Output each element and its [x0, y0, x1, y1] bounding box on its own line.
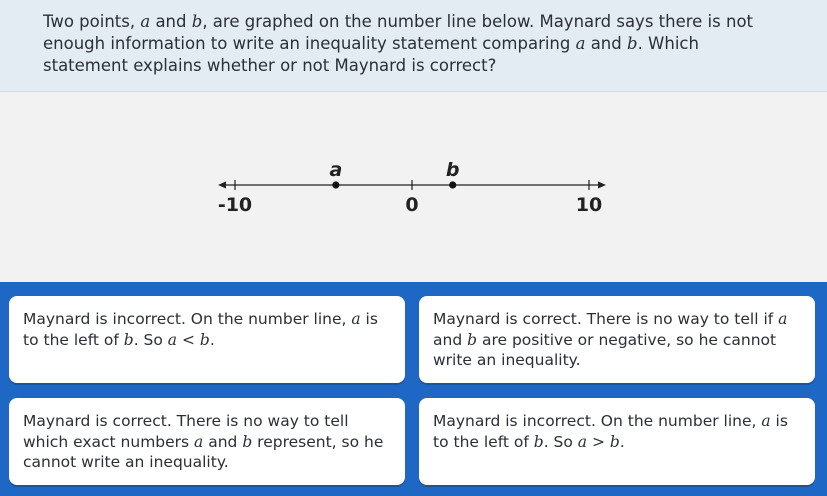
- tick-label: -10: [217, 194, 253, 216]
- tick-label: 0: [405, 194, 419, 216]
- choice-var: a: [778, 310, 788, 328]
- choice-text: .: [619, 432, 625, 451]
- question-text: , are graphed on the number line below. Maynard says there is not enough information to write an inequality statement comparing: [43, 12, 754, 53]
- choice-text: and: [433, 330, 468, 349]
- choice-var: a: [761, 412, 771, 430]
- answer-choice-a[interactable]: [9, 296, 405, 383]
- choice-text: Maynard is correct. There is no way to tell which exact numbers: [23, 412, 349, 451]
- choice-text: represent, so he cannot write an inequality.: [23, 432, 384, 471]
- tick-label: 10: [575, 194, 603, 216]
- choice-text: is to the left of: [433, 412, 788, 451]
- choice-var: b: [533, 432, 544, 451]
- point-a: [332, 181, 339, 188]
- question-text: and: [585, 34, 627, 53]
- choice-var: b: [242, 432, 253, 451]
- choice-var: b: [467, 330, 478, 349]
- point-b: [449, 181, 456, 188]
- question-text: Two points,: [43, 12, 141, 31]
- right-arrow-icon: [598, 182, 606, 189]
- choice-text: Maynard is incorrect. On the number line,: [433, 412, 762, 430]
- number-line: [0, 92, 827, 282]
- choice-var: b: [123, 330, 134, 349]
- left-arrow-icon: [218, 182, 226, 189]
- point-label-b: b: [445, 159, 460, 181]
- choice-operator: <: [177, 330, 200, 349]
- choice-var: a: [577, 432, 588, 451]
- choice-text: is to the left of: [23, 310, 378, 349]
- choice-text: .: [209, 330, 215, 349]
- choice-var: b: [609, 432, 620, 451]
- choice-text: are positive or negative, so he cannot write an inequality.: [433, 330, 777, 369]
- choice-text: . So: [133, 330, 168, 349]
- choice-text: . So: [543, 432, 578, 451]
- question-text: and: [150, 12, 192, 31]
- question-var-a: a: [140, 12, 151, 31]
- question-text: . Which statement explains whether or not Maynard is correct?: [43, 34, 699, 75]
- answer-choice-d[interactable]: [419, 398, 815, 485]
- choice-var: a: [194, 432, 204, 451]
- choice-operator: >: [587, 432, 610, 451]
- choice-var: a: [167, 330, 178, 349]
- point-label-a: a: [329, 159, 343, 181]
- answer-choice-c[interactable]: [9, 398, 405, 485]
- choice-var: a: [351, 310, 361, 328]
- number-line-figure: [0, 92, 827, 282]
- choice-var: b: [199, 330, 210, 349]
- choice-text: Maynard is correct. There is no way to tell if: [433, 310, 779, 328]
- question-var-b: b: [627, 34, 638, 53]
- question-prompt: [0, 0, 827, 92]
- choice-text: and: [203, 432, 243, 451]
- question-var-a: a: [575, 34, 586, 53]
- question-var-b: b: [191, 12, 203, 31]
- answer-choice-b[interactable]: [419, 296, 815, 383]
- choice-text: Maynard is incorrect. On the number line,: [23, 310, 352, 328]
